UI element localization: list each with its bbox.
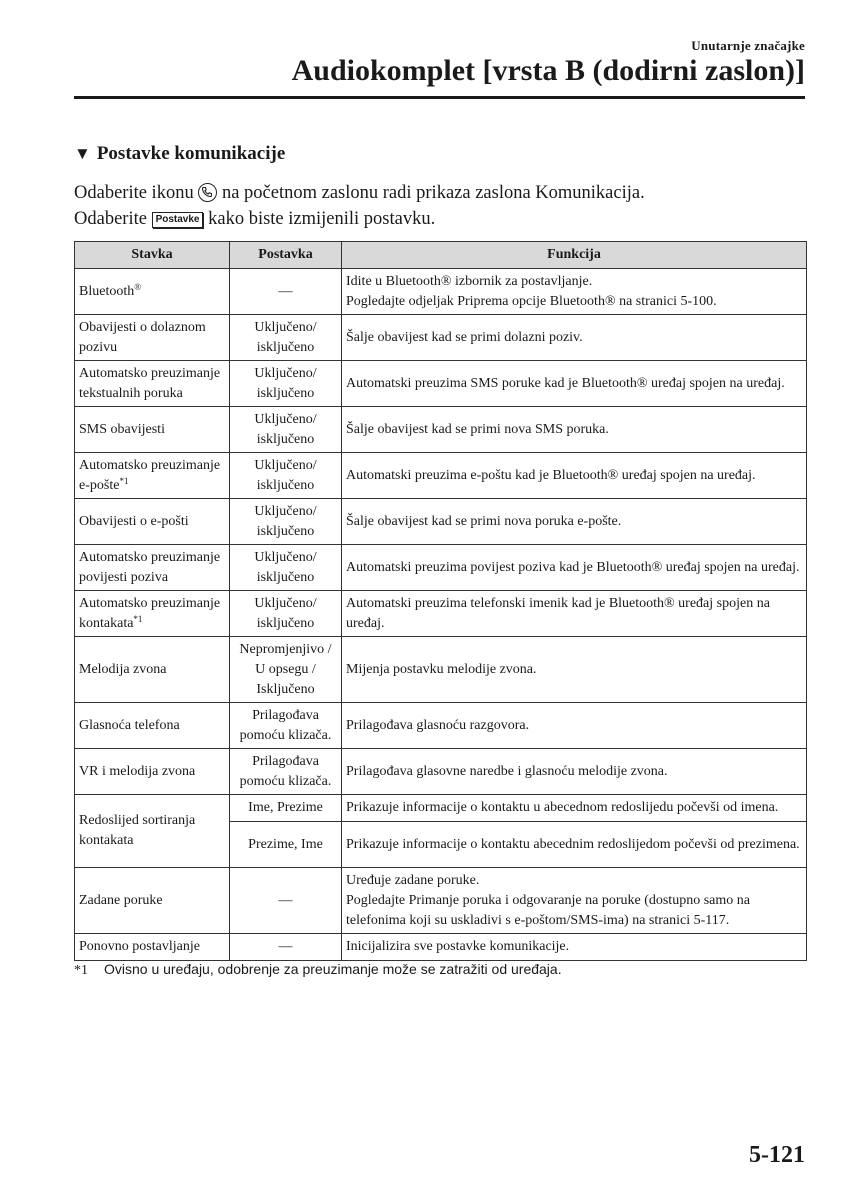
function-cell: Automatski preuzima telefonski imenik kad je Bluetooth® uređaj spojen na uređaj. bbox=[342, 591, 807, 637]
table-row bbox=[75, 499, 807, 545]
intro-line-1: Odaberite ikonu na početnom zaslonu radi prikaza zaslona Komunikacija. bbox=[74, 183, 645, 203]
table-row bbox=[75, 545, 807, 591]
item-cell: VR i melodija zvona bbox=[75, 749, 230, 795]
column-header: Stavka bbox=[75, 242, 230, 269]
function-cell: Šalje obavijest kad se primi nova poruka e-pošte. bbox=[342, 499, 807, 545]
intro-line-2: Odaberite Postavke kako biste izmijenili postavku. bbox=[74, 209, 436, 229]
item-cell: Obavijesti o e-pošti bbox=[75, 499, 230, 545]
table-row bbox=[75, 703, 807, 749]
table-row bbox=[75, 269, 807, 315]
function-cell: Idite u Bluetooth® izbornik za postavljanje. Pogledajte odjeljak Priprema opcije Bluetooth® na stranici 5-100. bbox=[342, 269, 807, 315]
function-cell: Prilagođava glasovne naredbe i glasnoću melodije zvona. bbox=[342, 749, 807, 795]
header-divider bbox=[74, 96, 805, 99]
item-cell: Glasnoća telefona bbox=[75, 703, 230, 749]
table-row bbox=[75, 868, 807, 934]
table-row bbox=[75, 591, 807, 637]
item-cell: Zadane poruke bbox=[75, 868, 230, 934]
table-row bbox=[75, 361, 807, 407]
intro-text bbox=[74, 180, 645, 232]
footnote-mark: *1 bbox=[74, 963, 88, 978]
footnote-text: Ovisno u uređaju, odobrenje za preuzimanje može se zatražiti od uređaja. bbox=[104, 961, 562, 977]
column-header: Postavka bbox=[230, 242, 342, 269]
page-number: 5-121 bbox=[749, 1142, 805, 1168]
function-cell: Automatski preuzima povijest poziva kad je Bluetooth® uređaj spojen na uređaj. bbox=[342, 545, 807, 591]
item-cell: Melodija zvona bbox=[75, 637, 230, 703]
table-row bbox=[75, 453, 807, 499]
section-heading bbox=[74, 143, 285, 165]
function-cell: Inicijalizira sve postavke komunikacije. bbox=[342, 934, 807, 961]
table-row bbox=[75, 934, 807, 961]
value-cell: Uključeno/ isključeno bbox=[230, 591, 342, 637]
item-cell: SMS obavijesti bbox=[75, 407, 230, 453]
value-cell: — bbox=[230, 934, 342, 961]
chapter-label: Unutarnje značajke bbox=[691, 38, 805, 53]
item-cell: Automatsko preuzimanje kontakata$^{*1}$ bbox=[75, 591, 230, 637]
item-cell: Redoslijed sortiranja kontakata bbox=[75, 795, 230, 868]
value-cell: Ime, Prezime bbox=[230, 795, 342, 822]
section-heading-text: Postavke komunikacije bbox=[96, 143, 286, 164]
value-cell: Uključeno/ isključeno bbox=[230, 407, 342, 453]
postavke-button[interactable]: Postavke bbox=[152, 212, 204, 228]
value-cell: Uključeno/ isključeno bbox=[230, 545, 342, 591]
column-header: Funkcija bbox=[342, 242, 807, 269]
table-row bbox=[75, 315, 807, 361]
value-cell: Prilagođava pomoću klizača. bbox=[230, 749, 342, 795]
value-cell: — bbox=[230, 269, 342, 315]
triangle-marker-icon: ▼ bbox=[74, 144, 91, 163]
value-cell: Uključeno/ isključeno bbox=[230, 453, 342, 499]
function-cell: Prikazuje informacije o kontaktu u abecednom redoslijedu počevši od imena. bbox=[342, 795, 807, 822]
function-cell: Uređuje zadane poruke. Pogledajte Primanje poruka i odgovaranje na poruke (dostupno samo na telefonima koji su uskladivi s e-poštom/SMS-ima) na stranici 5-117. bbox=[342, 868, 807, 934]
item-cell: Ponovno postavljanje bbox=[75, 934, 230, 961]
value-cell: Nepromjenjivo / U opsegu / Isključeno bbox=[230, 637, 342, 703]
value-cell: Uključeno/ isključeno bbox=[230, 315, 342, 361]
table-row bbox=[75, 407, 807, 453]
item-cell: Obavijesti o dolaznom pozivu bbox=[75, 315, 230, 361]
value-cell: Prilagođava pomoću klizača. bbox=[230, 703, 342, 749]
function-cell: Mijenja postavku melodije zvona. bbox=[342, 637, 807, 703]
function-cell: Prikazuje informacije o kontaktu abecednim redoslijedom počevši od prezimena. bbox=[342, 822, 807, 868]
function-cell: Prilagođava glasnoću razgovora. bbox=[342, 703, 807, 749]
item-cell: Automatsko preuzimanje tekstualnih poruka bbox=[75, 361, 230, 407]
footnote bbox=[74, 961, 562, 979]
item-cell: Bluetooth® bbox=[75, 269, 230, 315]
item-cell: Automatsko preuzimanje povijesti poziva bbox=[75, 545, 230, 591]
value-cell: Uključeno/ isključeno bbox=[230, 499, 342, 545]
table-row bbox=[75, 749, 807, 795]
function-cell: Automatski preuzima e-poštu kad je Bluetooth® uređaj spojen na uređaj. bbox=[342, 453, 807, 499]
page-title: Audiokomplet [vrsta B (dodirni zaslon)] bbox=[291, 54, 805, 87]
table-header-row bbox=[75, 242, 807, 269]
item-cell: Automatsko preuzimanje e-pošte$^{*1}$ bbox=[75, 453, 230, 499]
settings-table bbox=[74, 241, 807, 961]
table-row bbox=[75, 795, 807, 822]
table-row bbox=[75, 637, 807, 703]
function-cell: Šalje obavijest kad se primi dolazni poziv. bbox=[342, 315, 807, 361]
phone-icon bbox=[198, 183, 217, 202]
value-cell: — bbox=[230, 868, 342, 934]
function-cell: Automatski preuzima SMS poruke kad je Bluetooth® uređaj spojen na uređaj. bbox=[342, 361, 807, 407]
function-cell: Šalje obavijest kad se primi nova SMS poruka. bbox=[342, 407, 807, 453]
value-cell: Prezime, Ime bbox=[230, 822, 342, 868]
value-cell: Uključeno/ isključeno bbox=[230, 361, 342, 407]
